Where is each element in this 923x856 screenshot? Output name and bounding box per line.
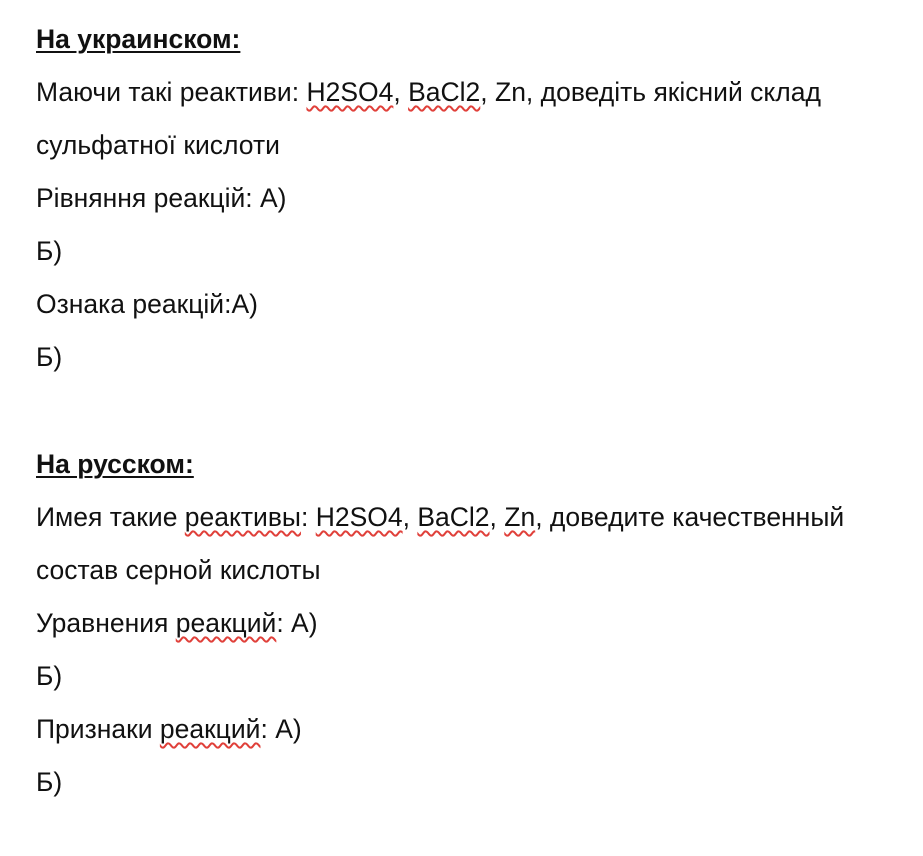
russian-word-reaktivy: реактивы <box>184 502 301 532</box>
russian-equations-prefix: Уравнения <box>36 608 176 638</box>
russian-task-suffix: , доведите качественный <box>535 502 845 532</box>
russian-sign-b: Б) <box>36 767 63 797</box>
ukrainian-task-line-2: сульфатної кислоти <box>36 130 280 160</box>
russian-heading: На русском: <box>36 449 194 479</box>
ukrainian-equations-label: Рівняння реакцій: А) <box>36 183 287 213</box>
ukrainian-task-prefix: Маючи такі реактиви: <box>36 77 307 107</box>
reagent-zn: Zn <box>504 502 536 532</box>
reagent-bacl2: BaCl2 <box>408 77 481 107</box>
ukrainian-task-line-1 <box>36 77 821 107</box>
russian-word-reaktsiy: реакций <box>159 714 261 744</box>
russian-word-reaktsiy: реакций <box>175 608 277 638</box>
russian-task-separator-2: , <box>489 502 505 532</box>
russian-task-separator-1: , <box>402 502 418 532</box>
russian-signs-label <box>36 714 302 744</box>
reagent-h2so4: H2SO4 <box>315 502 403 532</box>
russian-task-colon: : <box>300 502 316 532</box>
russian-equations-label <box>36 608 318 638</box>
ukrainian-equation-b: Б) <box>36 236 63 266</box>
ukrainian-heading: На украинском: <box>36 24 241 54</box>
ukrainian-task-suffix: , Zn, доведіть якісний склад <box>480 77 821 107</box>
ukrainian-signs-label: Ознака реакцій:А) <box>36 289 258 319</box>
russian-task-line-1 <box>36 502 844 532</box>
reagent-h2so4: H2SO4 <box>306 77 394 107</box>
russian-equations-suffix: : А) <box>276 608 318 638</box>
ukrainian-sign-b: Б) <box>36 342 63 372</box>
reagent-bacl2: BaCl2 <box>417 502 490 532</box>
ukrainian-task-separator: , <box>393 77 409 107</box>
russian-signs-prefix: Признаки <box>36 714 160 744</box>
russian-task-prefix: Имея такие <box>36 502 185 532</box>
russian-task-line-2: состав серной кислоты <box>36 555 321 585</box>
russian-signs-suffix: : А) <box>260 714 302 744</box>
russian-equation-b: Б) <box>36 661 63 691</box>
